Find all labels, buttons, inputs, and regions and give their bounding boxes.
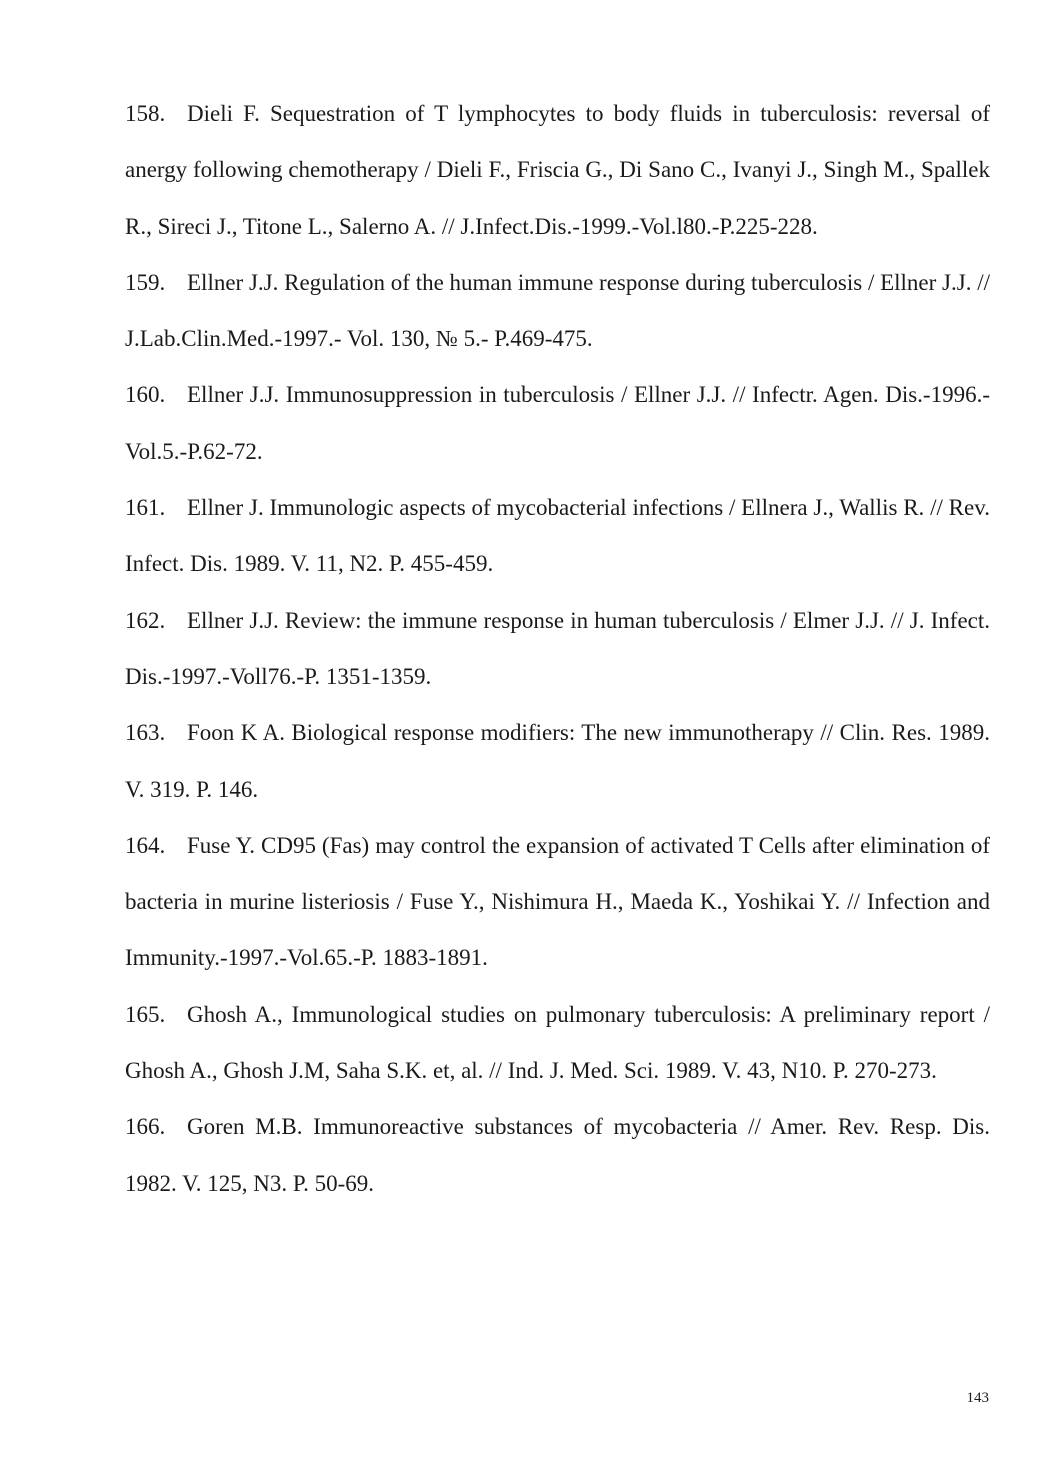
reference-item — [125, 480, 990, 593]
reference-number: 159. — [125, 269, 166, 295]
reference-text: Dieli F. Sequestration of T lymphocytes to body fluids in tuberculosis: reversal of anergy following chemotherapy / Dieli F., Friscia G., Di Sano C., Ivanyi J., Singh M., Spallek R., Sireci J., Titone L., Salerno A. // J.Infect.Dis.-1999.-Vol.l80.-P.225-228. — [125, 101, 990, 239]
reference-text: Ellner J.J. Immunosuppression in tuberculosis / Ellner J.J. // Infectr. Agen. Dis.-1996.-Vol.5.-P.62-72. — [125, 382, 990, 464]
reference-list — [125, 86, 990, 1212]
reference-item — [125, 987, 990, 1100]
reference-item — [125, 705, 990, 818]
reference-text: Ellner J. Immunologic aspects of mycobacterial infections / Ellnera J., Wallis R. // Rev. Infect. Dis. 1989. V. 11, N2. P. 455-459. — [125, 495, 990, 577]
reference-item — [125, 367, 990, 480]
page-number: 143 — [966, 1390, 989, 1406]
reference-item — [125, 1099, 990, 1212]
reference-text: Ghosh A., Immunological studies on pulmonary tuberculosis: A preliminary report / Ghosh A., Ghosh J.M, Saha S.K. et, al. // Ind. J. Med. Sci. 1989. V. 43, N10. P. 270-273. — [125, 1001, 990, 1084]
reference-text: Foon K A. Biological response modifiers: The new immunotherapy // Clin. Res. 1989. V. 319. P. 146. — [125, 720, 990, 802]
reference-number: 162. — [125, 607, 166, 633]
reference-number: 163. — [125, 720, 166, 746]
reference-number: 158. — [125, 101, 166, 126]
reference-number: 164. — [125, 832, 166, 858]
reference-text: Ellner J.J. Review: the immune response in human tuberculosis / Elmer J.J. // J. Infect. Dis.-1997.-Voll76.-P. 1351-1359. — [125, 607, 990, 689]
reference-text: Fuse Y. CD95 (Fas) may control the expansion of activated T Cells after elimination of bacteria in murine listeriosis / Fuse Y., Nishimura H., Maeda K., Yoshikai Y. // Infection and Immunity.-1997.-Vol.65.-P. 1883-1891. — [125, 832, 990, 971]
reference-number: 160. — [125, 382, 166, 408]
reference-item — [125, 818, 990, 987]
reference-item — [125, 593, 990, 706]
reference-number: 165. — [125, 1001, 166, 1027]
reference-text: Ellner J.J. Regulation of the human immune response during tuberculosis / Ellner J.J. // J.Lab.Clin.Med.-1997.- Vol. 130, № 5.- P.469-475. — [125, 269, 990, 352]
reference-number: 161. — [125, 495, 166, 521]
reference-item — [125, 86, 990, 255]
reference-item — [125, 255, 990, 368]
reference-number: 166. — [125, 1114, 166, 1140]
reference-text: Goren M.B. Immunoreactive substances of mycobacteria // Amer. Rev. Resp. Dis. 1982. V. 125, N3. P. 50-69. — [125, 1114, 990, 1196]
